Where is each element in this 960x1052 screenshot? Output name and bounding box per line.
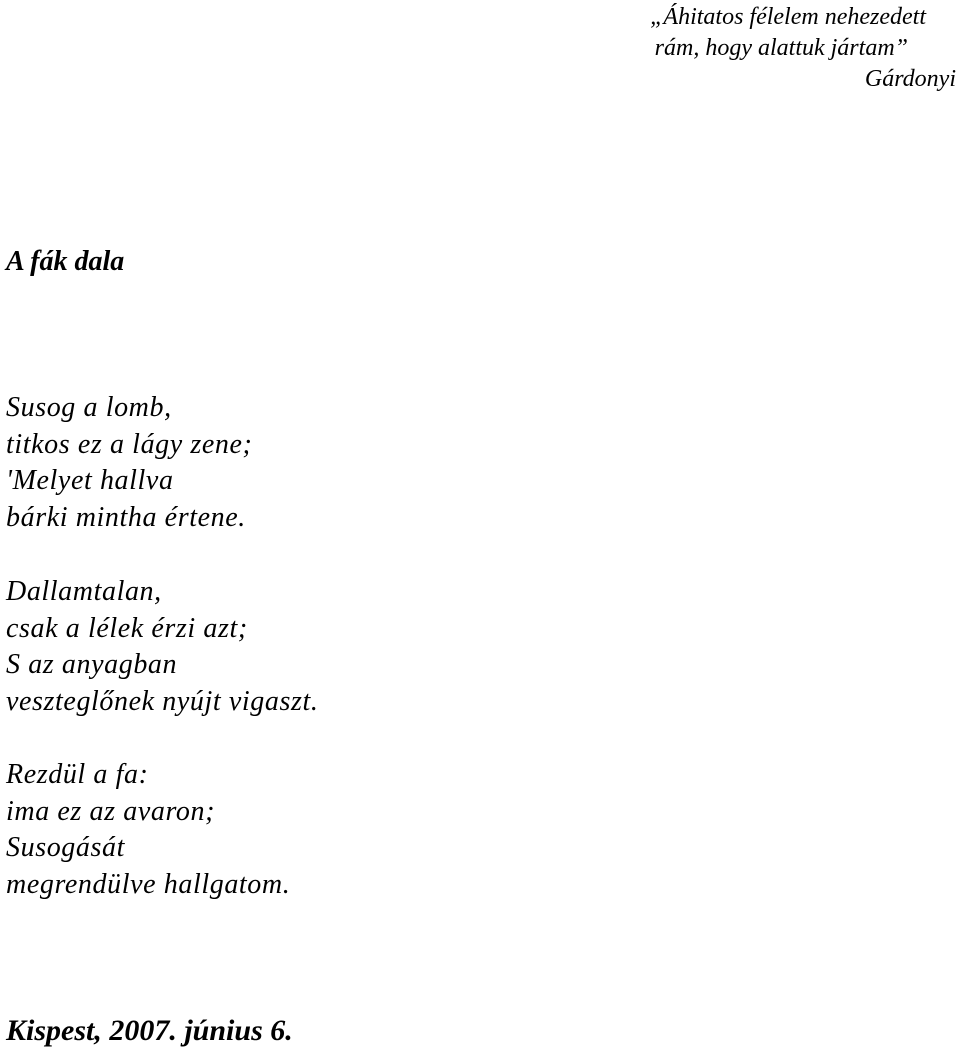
signature-place-date: Kispest, 2007. június 6. [6, 1014, 293, 1047]
verse-line: Susogását [6, 832, 125, 863]
poem-title: A fák dala [6, 246, 125, 277]
verse-line: Rezdül a fa: [6, 759, 149, 790]
stanza-3 [6, 757, 290, 903]
verse-line: megrendülve hallgatom. [6, 868, 291, 900]
verse-line: bárki mintha értene. [6, 501, 246, 533]
stanza-2 [6, 574, 318, 720]
verse-line: Susog a lomb, [6, 392, 172, 423]
verse-line: csak a lélek érzi azt; [6, 612, 248, 644]
motto-line: „Áhitatos félelem nehezedett [650, 4, 926, 30]
stanza-1 [6, 390, 252, 536]
verse-line: S az anyagban [6, 649, 178, 680]
verse-line: veszteglőnek nyújt vigaszt. [6, 685, 319, 717]
verse-line: 'Melyet hallva [6, 465, 174, 496]
motto-quote [556, 2, 956, 95]
verse-line: ima ez az avaron; [6, 795, 216, 827]
motto-line: rám, hogy alattuk jártam” [654, 35, 908, 61]
motto-author: Gárdonyi [864, 66, 956, 92]
verse-line: Dallamtalan, [6, 576, 162, 607]
verse-line: titkos ez a lágy zene; [6, 428, 253, 460]
